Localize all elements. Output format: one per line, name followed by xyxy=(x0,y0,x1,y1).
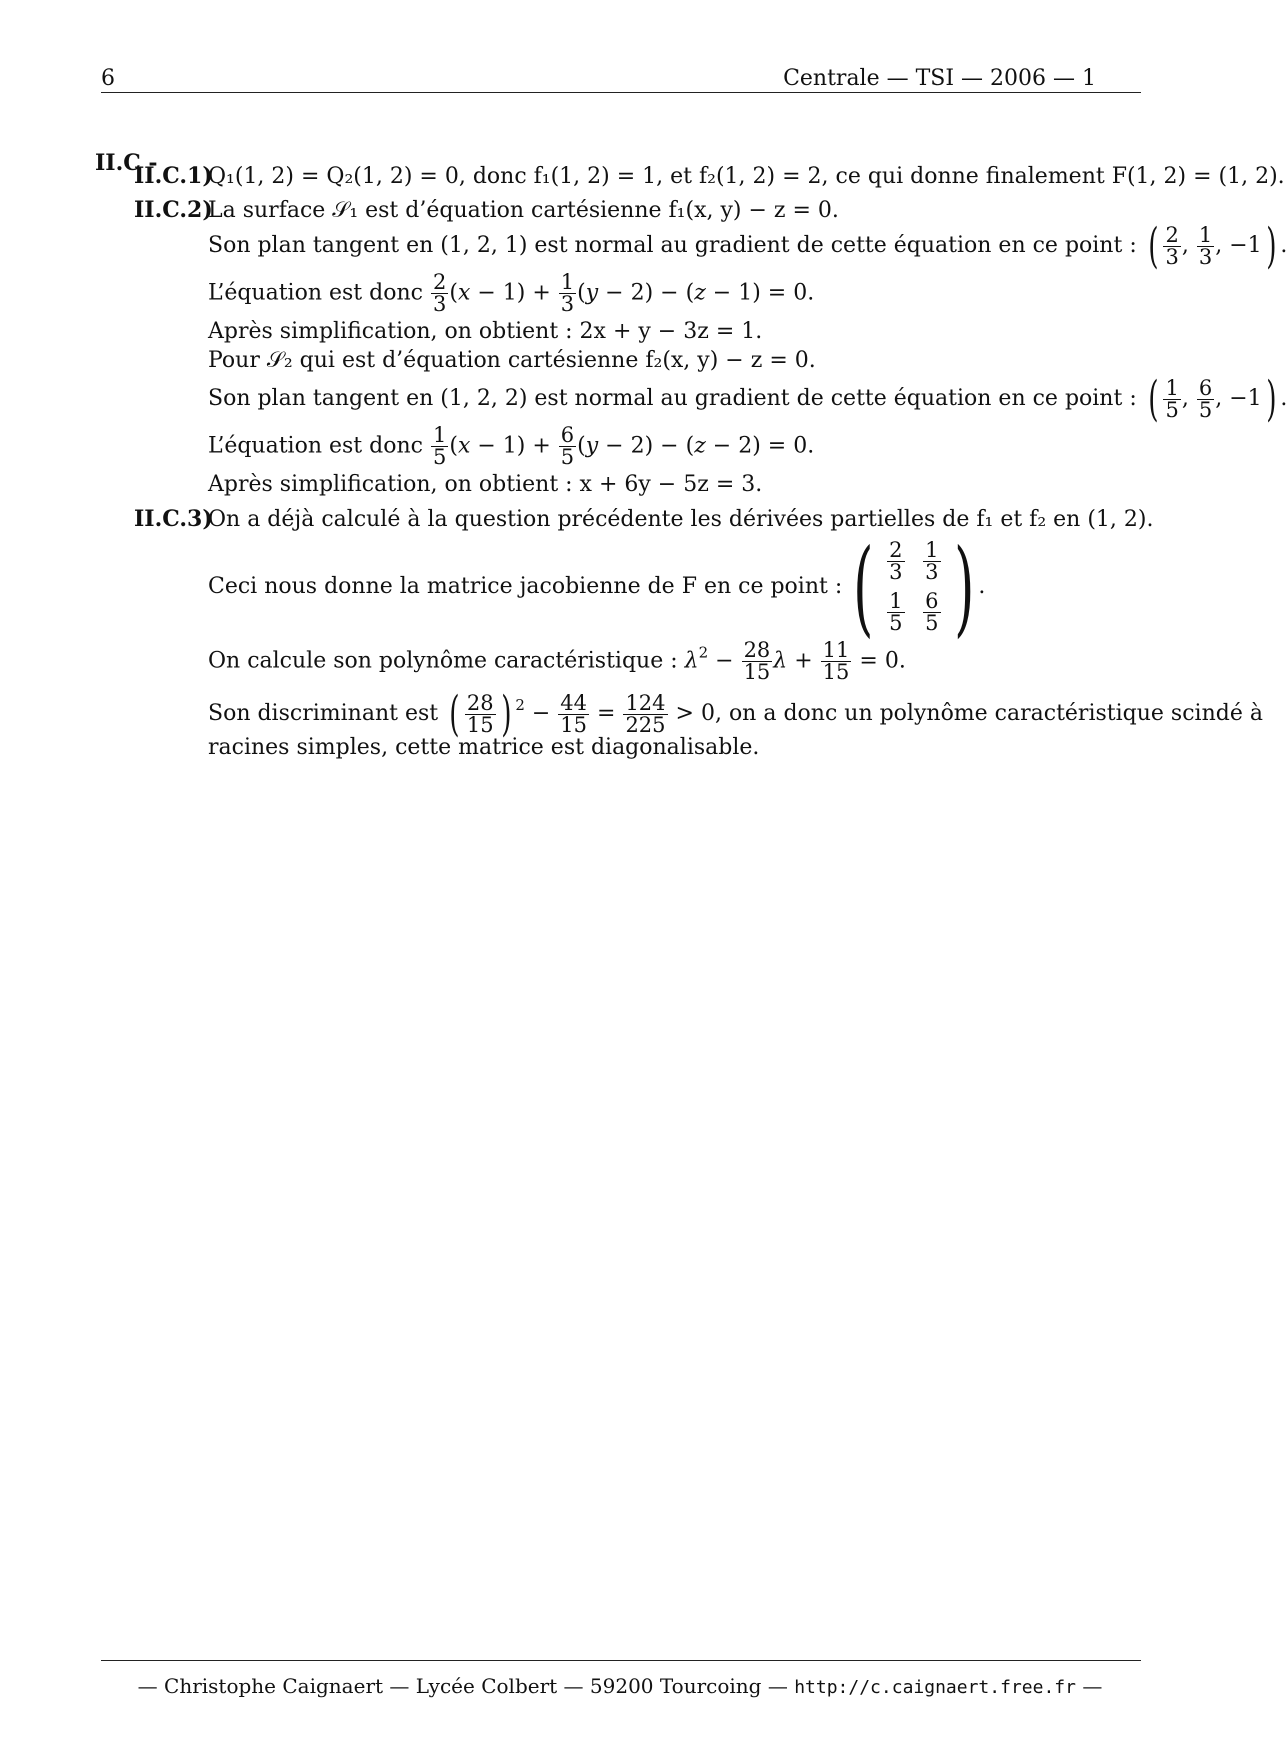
question-2-line-5: Pour 𝒮₂ qui est d’équation cartésienne f₂(x, y) − z = 0. xyxy=(208,348,816,373)
question-2-line-8: Après simplification, on obtient : x + 6y − 5z = 3. xyxy=(208,472,763,497)
question-2-line-7-text: L’équation est donc xyxy=(208,433,423,459)
footer-rule xyxy=(101,1660,1141,1661)
question-3-line-2: Ceci nous donne la matrice jacobienne de F en ce point : ( $\frac{2}{3}$ $\frac{1}{3}$ $\frac{1}{5}$ $\frac{6}{5}$ ) . xyxy=(208,526,986,648)
footer xyxy=(0,1674,1240,1698)
question-3-line-3-text: On calcule son polynôme caractéristique : xyxy=(208,648,678,674)
question-3-line-4: Son discriminant est ( $\frac{28}{15}$ ) $^2$ − $\frac{44}{15}$ = $\frac{124}{225}$ > 0, on a donc un polynôme caractéristique scindé à xyxy=(208,686,1263,742)
question-2-line-3: L’équation est donc $\frac{2}{3}$ (x − 1) + $\frac{1}{3}$ (y − 2) − (z − 1) = 0. xyxy=(208,270,815,316)
question-2-line-1: La surface 𝒮₁ est d’équation cartésienne f₁(x, y) − z = 0. xyxy=(208,198,839,223)
header-rule xyxy=(101,92,1141,93)
question-3 xyxy=(134,506,1153,532)
question-2-line-2: Son plan tangent en (1, 2, 1) est normal au gradient de cette équation en ce point : ( $\frac{2}{3}$ , $\frac{1}{3}$ , −1) . xyxy=(208,218,1287,274)
footer-text: — Christophe Caignaert — Lycée Colbert — 59200 Tourcoing — xyxy=(137,1674,788,1698)
question-3-line-4-tail: > 0, on a donc un polynôme caractéristique scindé à xyxy=(675,701,1263,726)
question-2-line-4: Après simplification, on obtient : 2x + y − 3z = 1. xyxy=(208,319,763,344)
question-2-label: II.C.2) xyxy=(134,197,213,223)
question-3-line-5: racines simples, cette matrice est diagonalisable. xyxy=(208,735,760,760)
question-3-line-3: On calcule son polynôme caractéristique : $\lambda^2$ − $\frac{28}{15}$ λ + $\frac{11}{15}$ = 0. xyxy=(208,638,906,684)
running-title: Centrale — TSI — 2006 — 1 xyxy=(783,66,1096,91)
question-3-line-4-text: Son discriminant est xyxy=(208,701,439,726)
question-2-line-6-text: Son plan tangent en (1, 2, 2) est normal au gradient de cette équation en ce point : xyxy=(208,386,1137,411)
question-2-line-3-text: L’équation est donc xyxy=(208,280,423,306)
question-1-label: II.C.1) xyxy=(134,163,213,189)
question-2 xyxy=(134,197,839,223)
question-2-line-7: L’équation est donc $\frac{1}{5}$ (x − 1) + $\frac{6}{5}$ (y − 2) − (z − 2) = 0. xyxy=(208,423,815,469)
question-3-line-2-text: Ceci nous donne la matrice jacobienne de F en ce point : xyxy=(208,574,843,599)
jacobian-matrix: $\frac{2}{3}$ $\frac{1}{3}$ $\frac{1}{5}$ $\frac{6}{5}$ xyxy=(889,538,939,635)
page-number: 6 xyxy=(101,66,115,91)
question-2-line-2-text: Son plan tangent en (1, 2, 1) est normal au gradient de cette équation en ce point : xyxy=(208,233,1137,258)
question-3-line-1: On a déjà calculé à la question précédente les dérivées partielles de f₁ et f₂ en (1, 2). xyxy=(208,507,1154,532)
footer-end: — xyxy=(1082,1674,1103,1698)
question-3-label: II.C.3) xyxy=(134,506,213,532)
question-1-text: Q₁(1, 2) = Q₂(1, 2) = 0, donc f₁(1, 2) = 1, et f₂(1, 2) = 2, ce qui donne finalement F(1, 2) = (1, 2). xyxy=(208,164,1285,189)
footer-url[interactable]: http://c.caignaert.free.fr xyxy=(794,1677,1076,1698)
question-2-line-6: Son plan tangent en (1, 2, 2) est normal au gradient de cette équation en ce point : ( $\frac{1}{5}$ , $\frac{6}{5}$ , −1) . xyxy=(208,371,1287,427)
section-title: II.C - xyxy=(95,150,158,176)
question-1 xyxy=(134,163,1285,189)
